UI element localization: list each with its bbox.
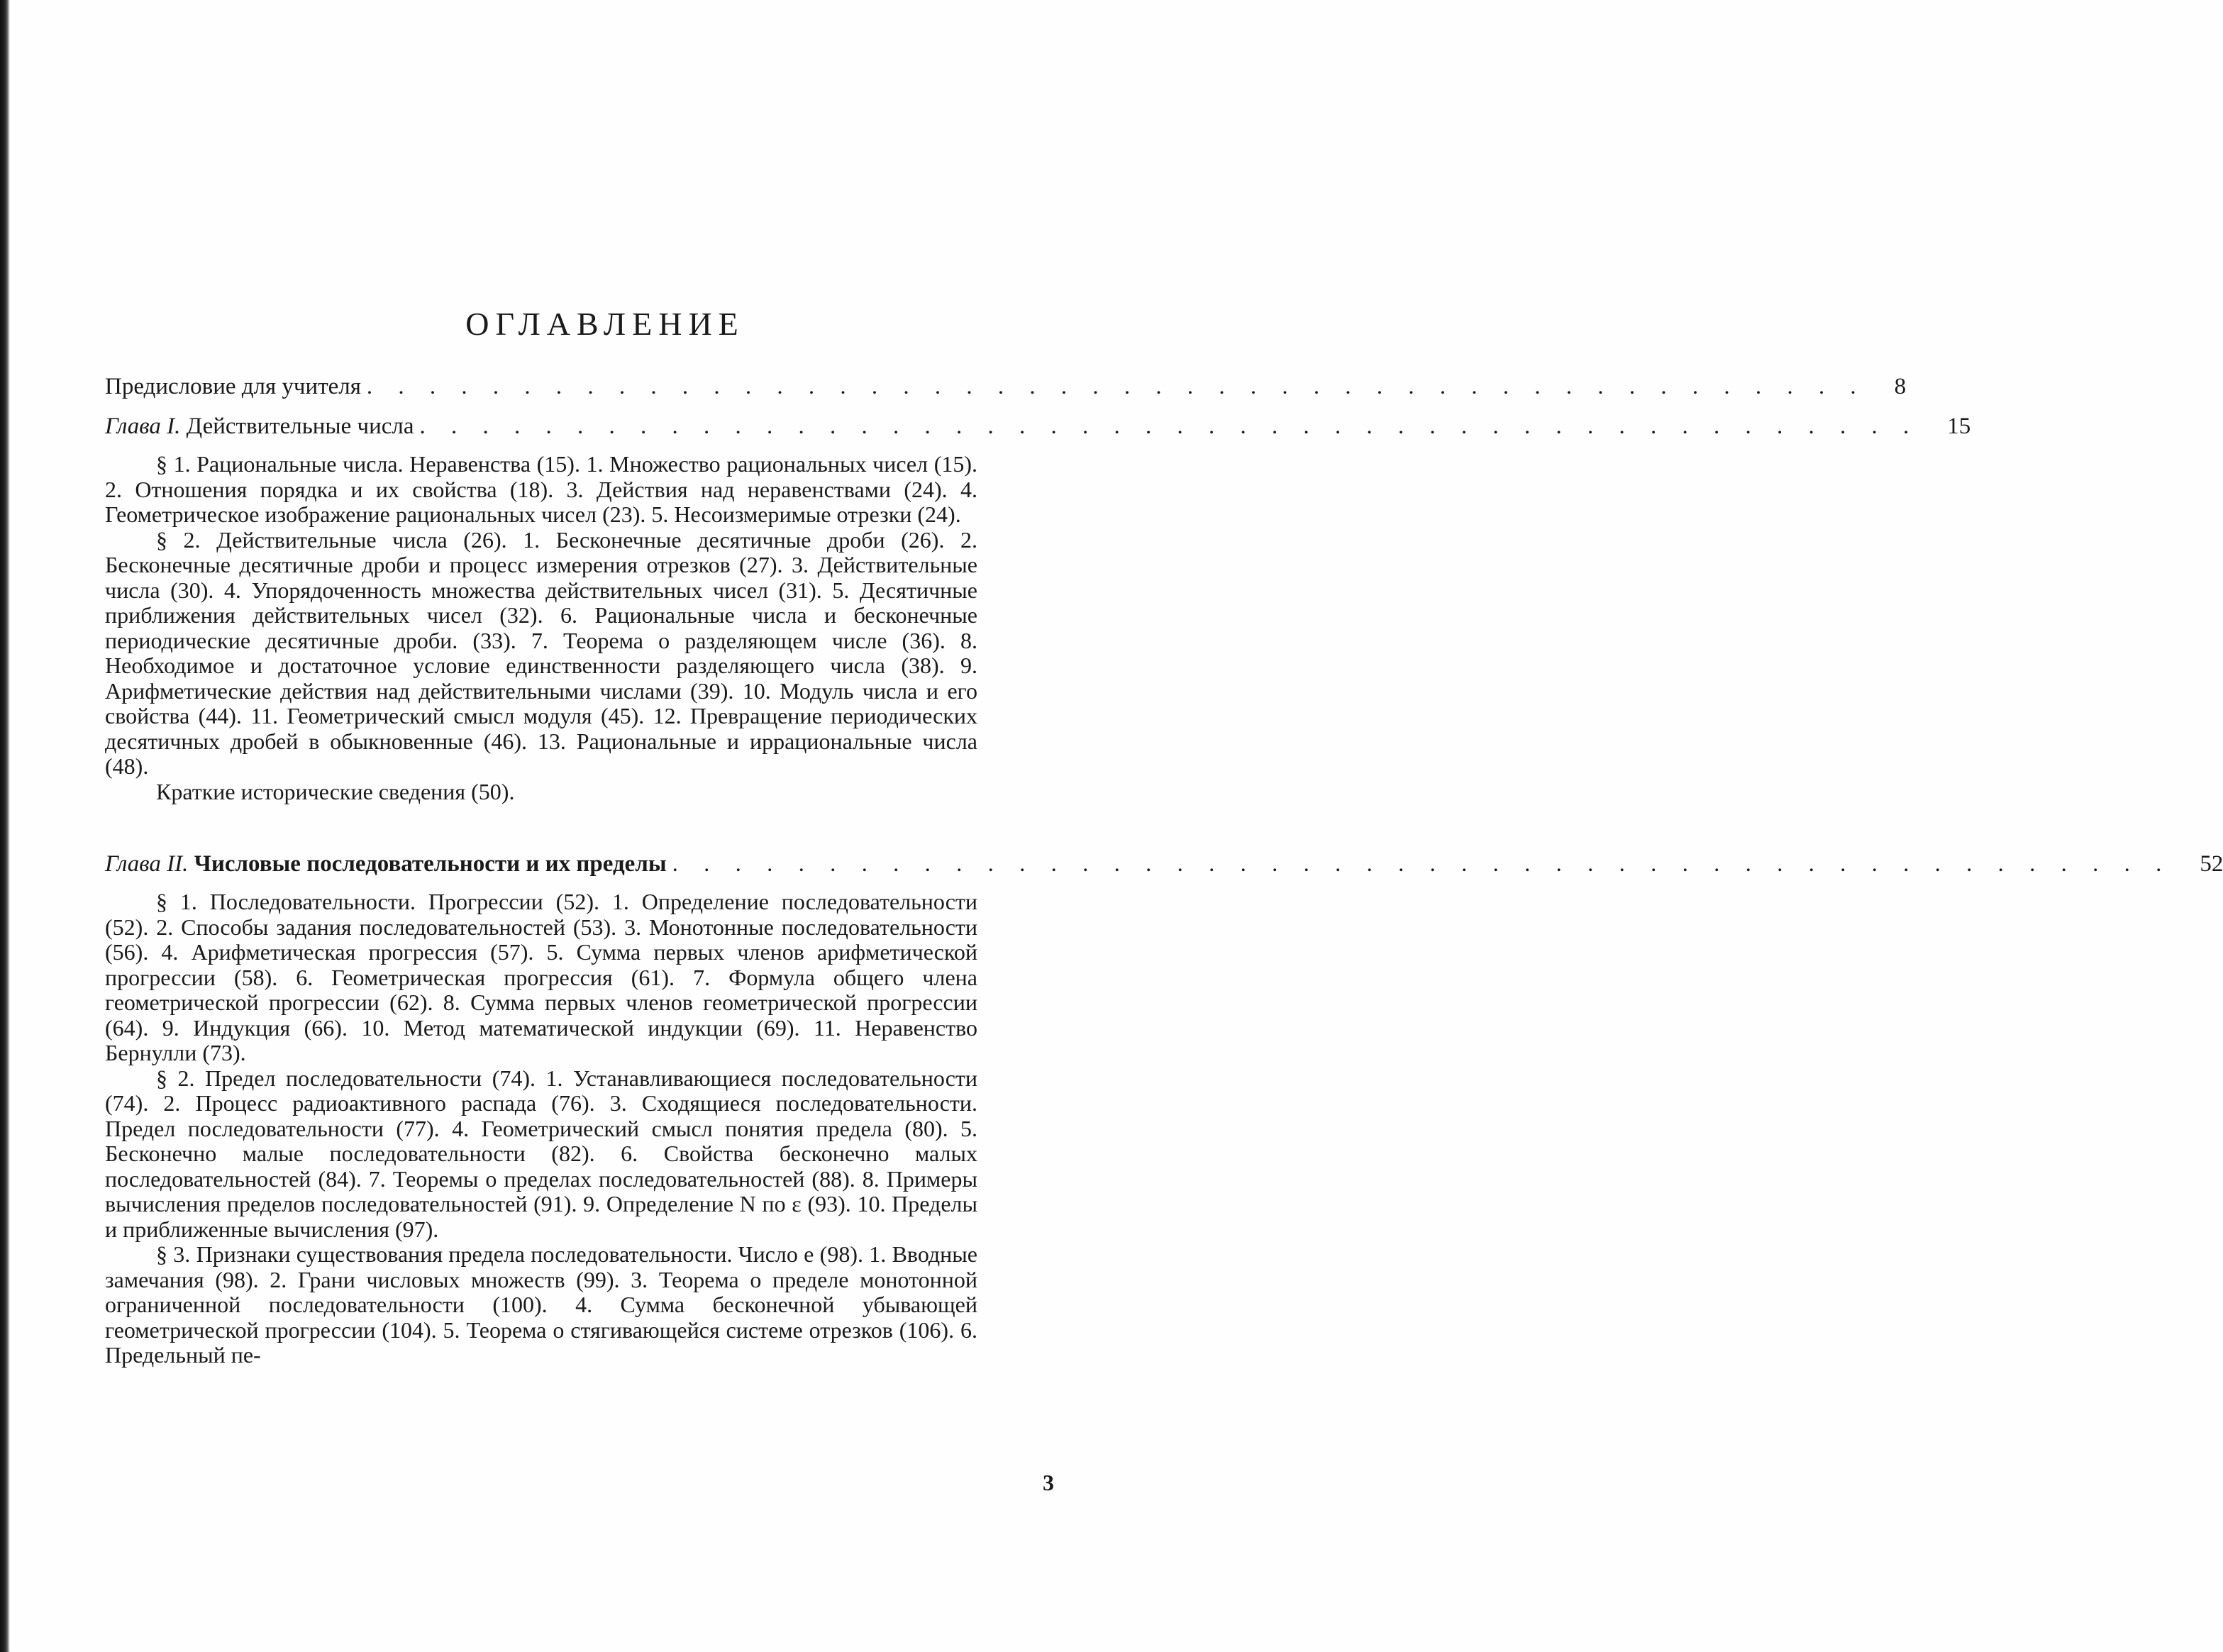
toc-page-number: 8 (1894, 374, 1907, 399)
toc-leader-dots: . . . . . . . . . . . . . . . . . . . . . . . . . . . . . . . . . . . . . . . . . . . . . . . . (366, 374, 1866, 399)
page-number: 3 (1043, 1470, 1054, 1495)
toc-leader-dots: . . . . . . . . . . . . . . . . . . . . . . . . . . . . . . . . . . . . . . . . . . . . . . . . (419, 414, 1919, 439)
chapter-title: Действительные числа (186, 414, 414, 439)
toc-page (105, 305, 2223, 1368)
toc-entry-label (105, 406, 414, 446)
toc-section-2-1: § 1. Последовательности. Прогрессии (52). 1. Определение последовательности (52). 2. Способы задания последовательностей (53). 3. Монотонные последовательности (56). 4. Арифметическая прогрессия (57). 5. Сумма первых членов арифметической прогрессии (58). 6. Геометрическая прогрессия (61). 7. Формула общего члена геометрической прогрессии (62). 8. Сумма первых членов геометрической прогрессии (64). 9. Индукция (66). 10. Метод математической индукции (69). 11. Неравенство Бернулли (73). (105, 889, 977, 1065)
chapter-prefix: Глава II. (105, 851, 189, 877)
toc-page-number: 15 (1947, 414, 1971, 439)
toc-section-history: Краткие исторические сведения (50). (156, 778, 515, 804)
chapter-title: Числовые последовательности и их пределы (194, 851, 667, 877)
toc-entry-chapter-2[interactable] (105, 844, 2223, 884)
toc-entry-chapter-1[interactable] (105, 406, 1971, 446)
scan-binding-edge (0, 0, 10, 1652)
toc-leader-dots: . . . . . . . . . . . . . . . . . . . . . . . . . . . . . . . . . . . . . . . . . . . . . . . . (672, 851, 2172, 877)
toc-section-1-1: § 1. Рациональные числа. Неравенства (15). 1. Множество рациональных чисел (15). 2. Отношения порядка и их свойства (18). 3. Действия над неравенствами (24). 4. Геометрическое изображение рациональных чисел (23). 5. Несоизмеримые отрезки (24). (105, 451, 977, 527)
toc-page-number: 52 (2200, 851, 2223, 877)
toc-entry-preface[interactable] (105, 367, 1907, 406)
toc-entry-label (105, 844, 667, 884)
toc-section-2-3: § 3. Признаки существования предела последовательности. Число e (98). 1. Вводные замечания (98). 2. Грани числовых множеств (99). 3. Теорема о пределе монотонной ограниченной последовательности (100). 4. Сумма бесконечной убывающей геометрической прогрессии (104). 5. Теорема о стягивающейся системе отрезков (106). 6. Предельный пе- (105, 1241, 977, 1368)
chapter-prefix: Глава I. (105, 414, 181, 439)
toc-section-2-2: § 2. Предел последовательности (74). 1. Устанавливающиеся последовательности (74). 2. Процесс радиоактивного распада (76). 3. Сходящиеся последовательности. Предел последовательности (77). 4. Геометрический смысл понятия предела (80). 5. Бесконечно малые последовательности (82). 6. Свойства бесконечно малых последовательностей (84). 7. Теоремы о пределах последовательностей (88). 8. Примеры вычисления пределов последовательностей (91). 9. Определение N по ε (93). 10. Пределы и приближенные вычисления (97). (105, 1065, 977, 1242)
page-title: ОГЛАВЛЕНИЕ (465, 306, 745, 342)
toc-entry-label: Предисловие для учителя (105, 374, 361, 399)
toc-section-1-2: § 2. Действительные числа (26). 1. Бесконечные десятичные дроби (26). 2. Бесконечные десятичные дроби и процесс измерения отрезков (27). 3. Действительные числа (30). 4. Упорядоченность множества действительных чисел (31). 5. Десятичные приближения действительных чисел (32). 6. Рациональные числа и бесконечные периодические десятичные дроби. (33). 7. Теорема о разделяющем числе (36). 8. Необходимое и достаточное условие единственности разделяющего числа (38). 9. Арифметические действия над действительными числами (39). 10. Модуль числа и его свойства (44). 11. Геометрический смысл модуля (45). 12. Превращение периодических десятичных дробей в обыкновенные (46). 13. Рациональные и иррациональные числа (48). (105, 526, 977, 779)
